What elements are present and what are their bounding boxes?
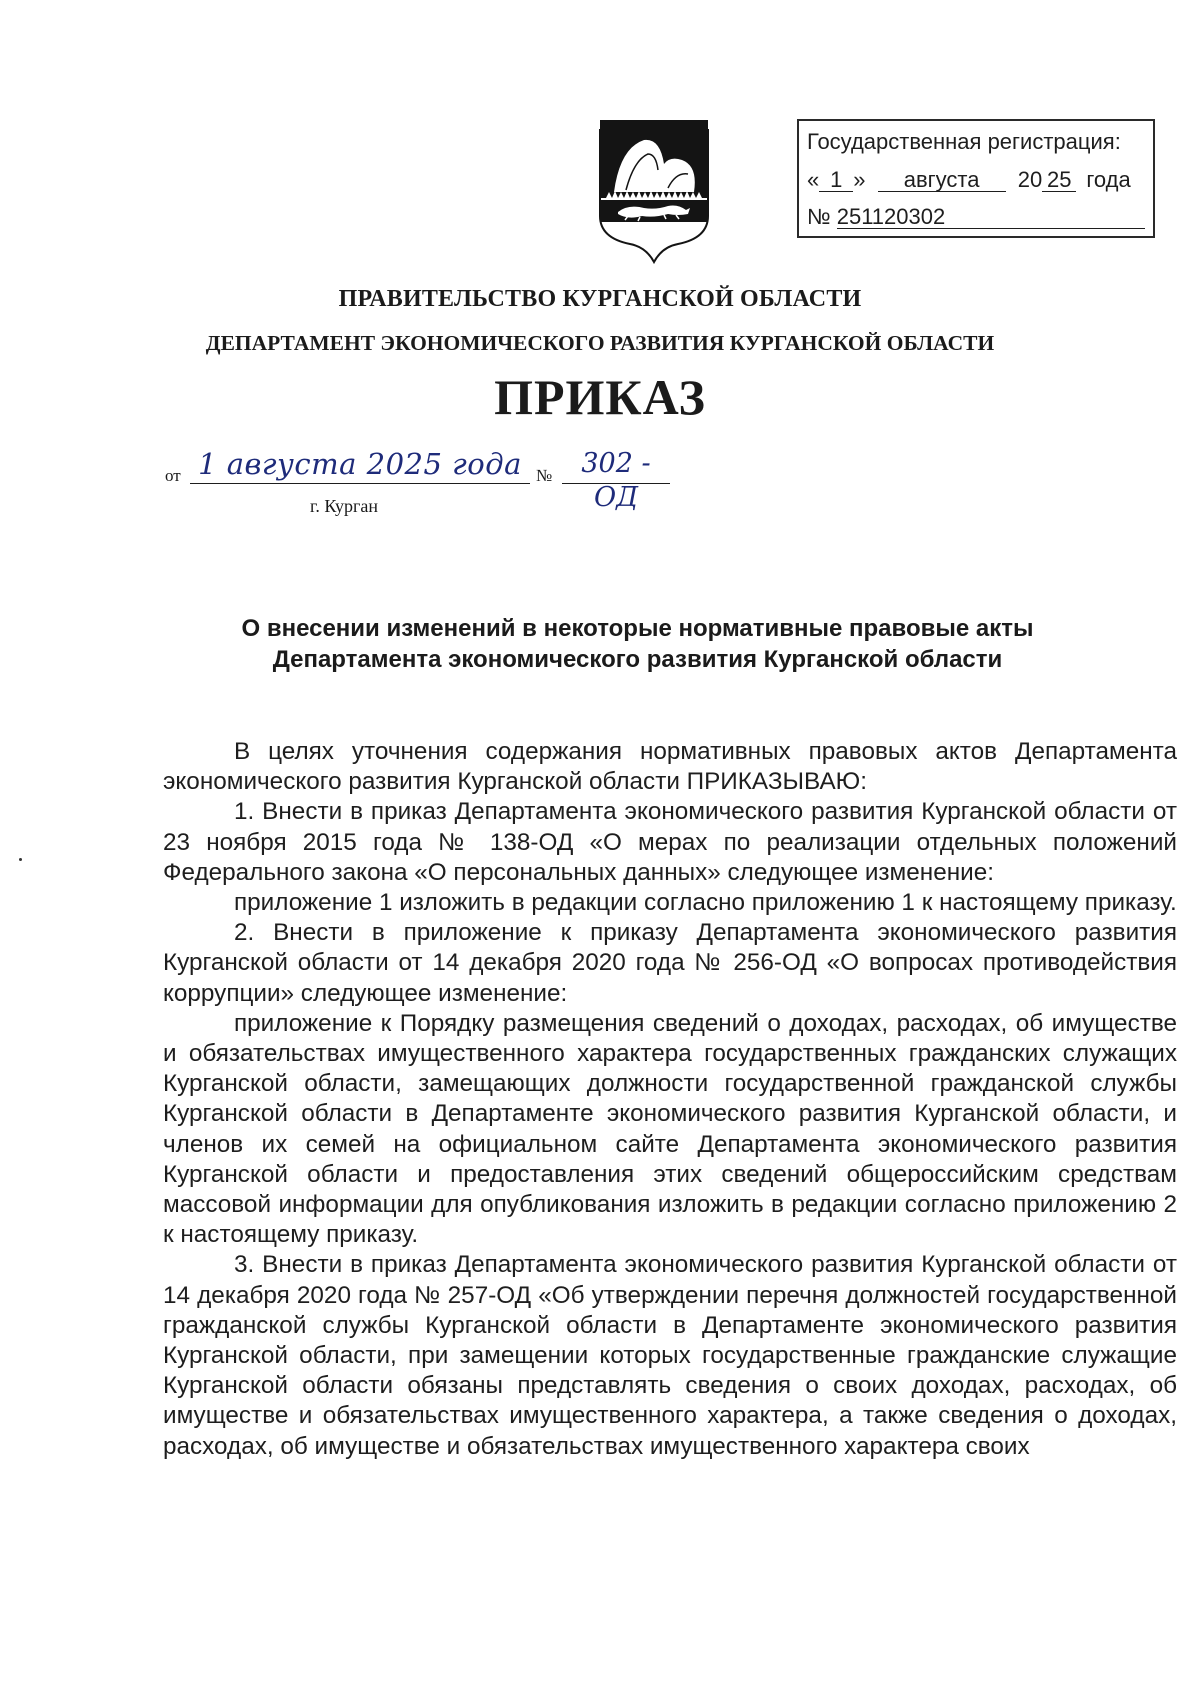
registration-month: августа [878, 169, 1006, 192]
registration-year-word: года [1086, 167, 1131, 192]
subject-line-2: Департамента экономического развития Курганской области [272, 646, 1003, 673]
registration-number-label: № [807, 204, 831, 229]
handwritten-order-date: 1 августа 2025 года [190, 447, 530, 484]
registration-title: Государственная регистрация: [807, 129, 1121, 154]
scan-speck [19, 858, 22, 861]
registration-number-line [807, 204, 1145, 230]
registration-year-suffix: 25 [1042, 169, 1076, 192]
department-heading: ДЕПАРТАМЕНТ ЭКОНОМИЧЕСКОГО РАЗВИТИЯ КУРГАНСКОЙ ОБЛАСТИ [205, 331, 995, 355]
order-subject [150, 613, 1125, 675]
city-label: г. Курган [310, 496, 379, 516]
order-body [163, 737, 1177, 1462]
registration-date [807, 167, 1131, 193]
body-paragraph-preamble: В целях уточнения содержания нормативных правовых актов Департамента экономического развития Курганской области ПРИКАЗЫВАЮ: [163, 738, 1177, 796]
body-paragraph-item-2-change: приложение к Порядку размещения сведений о доходах, расходах, об имуществе и обязательствах имущественного характера государственных гражданских служащих Курганской области, замещающих должности государственной гражданской службы Курганской области в Департаменте экономического развития Курганской области, и членов их семей на официальном сайте Департамента экономического развития Курганской области и предоставления этих сведений общероссийским средствам массовой информации для опубликования изложить в редакции согласно приложению 2 к настоящему приказу. [163, 1009, 1177, 1249]
coat-of-arms-emblem [598, 120, 710, 264]
body-paragraph-item-1-change: приложение 1 изложить в редакции согласно приложению 1 к настоящему приказу. [234, 889, 1177, 917]
registration-stamp [797, 119, 1155, 238]
date-from-label: от [165, 466, 181, 485]
body-paragraph-item-3: 3. Внести в приказ Департамента экономического развития Курганской области от 14 декабря 2020 года № 257-ОД «Об утверждении перечня должностей государственной гражданской службы Курганской области в Департаменте экономического развития Курганской области, при замещении которых государственные гражданские служащие Курганской области обязаны представлять сведения о своих доходах, расходах, об имуществе и обязательствах имущественного характера, а также сведения о доходах, расходах, об имуществе и обязательствах имущественного характера своих [163, 1251, 1177, 1460]
order-number-label: № [536, 466, 553, 485]
registration-day: 1 [819, 169, 853, 192]
subject-line-1: О внесении изменений в некоторые нормативные правовые акты [241, 615, 1034, 642]
government-heading: ПРАВИТЕЛЬСТВО КУРГАНСКОЙ ОБЛАСТИ [338, 286, 862, 312]
registration-close-quote: » [853, 167, 866, 192]
body-paragraph-item-2: 2. Внести в приложение к приказу Департамента экономического развития Курганской области от 14 декабря 2020 года № 256-ОД «О вопросах противодействия коррупции» следующее изменение: [163, 919, 1177, 1007]
handwritten-order-number: 302 - ОД [562, 447, 670, 484]
body-paragraph-item-1: 1. Внести в приказ Департамента экономического развития Курганской области от 23 ноября 2015 года № 138-ОД «О мерах по реализации отдельных положений Федерального закона «О персональных данных» следующее изменение: [163, 798, 1177, 886]
registration-number: 251120302 [837, 206, 1145, 229]
document-type-title: ПРИКАЗ [494, 369, 706, 425]
registration-open-quote: « [807, 167, 820, 192]
registration-year-prefix: 20 [1017, 167, 1043, 192]
